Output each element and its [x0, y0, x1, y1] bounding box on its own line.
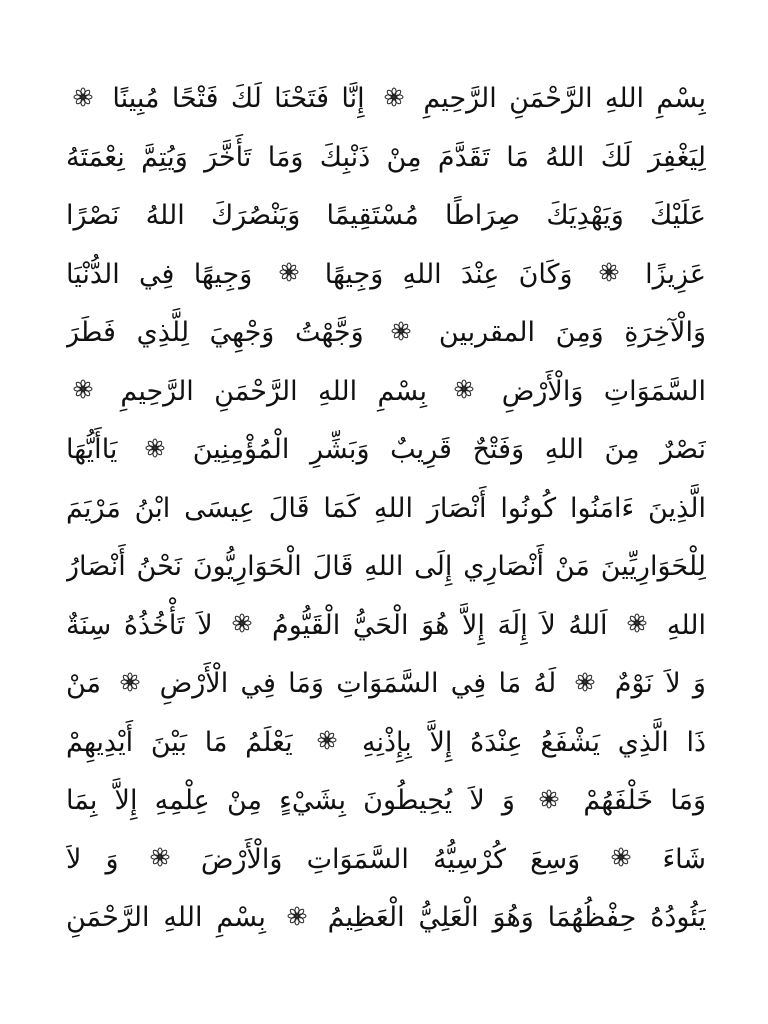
verse-text: عَزِيزًا [645, 258, 706, 290]
flower-ornament-icon [317, 730, 337, 750]
flower-ornament-icon [454, 379, 474, 399]
verse-text: شَاءَ [662, 843, 706, 875]
flower-ornament-icon [232, 613, 252, 633]
verse-text: عَلَيْكَ وَيَهْدِيَكَ صِرَاطًا مُسْتَقِيمًا وَيَنْصُرَكَ اللهُ نَصْرًا [66, 200, 706, 231]
flower-ornament-icon [599, 262, 619, 282]
verse-text: بِسْمِ اللهِ الرَّحْمَنِ الرَّحِيمِ [120, 375, 428, 407]
verse-text: وَ لاَ يُحِيطُونَ بِشَيْءٍ مِنْ عِلْمِهِ إِلاَّ بِمَا [66, 785, 515, 816]
verse-text: لِيَغْفِرَ لَكَ اللهُ مَا تَقَدَّمَ مِنْ ذَنْبِكَ وَمَا تَأَخَّرَ وَيُتِمَّ نِعْمَتَهُ [66, 141, 706, 173]
text-line [66, 304, 706, 363]
verse-text: وَجَّهْتُ وَجْهِيَ لِلَّذِي فَطَرَ [66, 317, 364, 348]
text-line [66, 187, 706, 246]
verse-text: لِلْحَوَارِيِّينَ مَنْ أَنْصَارِي إِلَى اللهِ قَالَ الْحَوَارِيُّونَ نَحْنُ أَنْصَارُ [66, 551, 706, 582]
flower-ornament-icon [120, 672, 140, 692]
arabic-text-block [66, 70, 706, 948]
flower-ornament-icon [287, 906, 307, 926]
flower-ornament-icon [384, 87, 404, 107]
text-line [66, 246, 706, 305]
verse-text: إِنَّا فَتَحْنَا لَكَ فَتْحًا مُبِينًا [112, 83, 365, 114]
verse-text: الَّذِينَ ءَامَنُوا كُونُوا أَنْصَارَ اللهِ كَمَا قَالَ عِيسَى ابْنُ مَرْيَمَ [66, 492, 706, 524]
flower-ornament-icon [73, 87, 93, 107]
text-line [66, 70, 706, 129]
text-line [66, 480, 706, 539]
verse-text: وَجِيهًا فِي الدُّنْيَا [66, 258, 253, 290]
verse-text: يَئُودُهُ حِفْظُهُمَا وَهُوَ الْعَلِيُّ الْعَظِيمُ [327, 902, 706, 933]
verse-text: وَسِعَ كُرْسِيُّهُ السَّمَوَاتِ وَالْأَرْضَ [200, 843, 581, 875]
flower-ornament-icon [391, 321, 411, 341]
verse-text: نَصْرٌ مِنَ اللهِ وَفَتْحٌ قَرِيبٌ وَبَشِّرِ الْمُؤْمِنِينَ [192, 434, 706, 465]
verse-text: اللهِ [666, 609, 706, 641]
text-line [66, 831, 706, 890]
verse-text: ذَا الَّذِي يَشْفَعُ عِنْدَهُ إِلاَّ بِإِذْنِهِ [362, 726, 706, 758]
text-line [66, 714, 706, 773]
flower-ornament-icon [627, 613, 647, 633]
text-line [66, 597, 706, 656]
verse-text: يَعْلَمُ مَا بَيْنَ أَيْدِيهِمْ [66, 726, 293, 758]
verse-text: لاَ تَأْخُذُهُ سِنَةٌ [66, 609, 213, 641]
verse-text: وَمَا خَلْفَهُمْ [583, 785, 706, 816]
text-line [66, 772, 706, 831]
verse-text: مَنْ [66, 668, 102, 699]
text-line [66, 421, 706, 480]
verse-text: بِسْمِ اللهِ الرَّحْمَنِ [66, 902, 266, 933]
flower-ornament-icon [150, 847, 170, 867]
verse-text: وَ لاَ نَوْمٌ [614, 668, 706, 699]
verse-text: بِسْمِ اللهِ الرَّحْمَنِ الرَّحِيمِ [423, 83, 706, 114]
flower-ornament-icon [73, 379, 93, 399]
text-line [66, 129, 706, 188]
flower-ornament-icon [539, 789, 559, 809]
verse-text: لَهُ مَا فِي السَّمَوَاتِ وَمَا فِي الْأَرْضِ [159, 668, 557, 699]
flower-ornament-icon [575, 672, 595, 692]
flower-ornament-icon [279, 262, 299, 282]
flower-ornament-icon [145, 438, 165, 458]
text-line [66, 538, 706, 597]
text-line [66, 889, 706, 948]
verse-text: يَاأَيُّهَا [66, 434, 118, 465]
verse-text: وَ لاَ [66, 843, 119, 875]
verse-text: السَّمَوَاتِ وَالْأَرْضِ [501, 375, 706, 407]
verse-text: وَالْآخِرَةِ وَمِنَ المقربين [438, 317, 706, 348]
text-line [66, 655, 706, 714]
verse-text: وَكَانَ عِنْدَ اللهِ وَجِيهًا [324, 258, 573, 290]
text-line [66, 363, 706, 422]
flower-ornament-icon [611, 847, 631, 867]
verse-text: اَللهُ لاَ إِلَهَ إِلاَّ هُوَ الْحَيُّ الْقَيُّومُ [272, 609, 608, 641]
